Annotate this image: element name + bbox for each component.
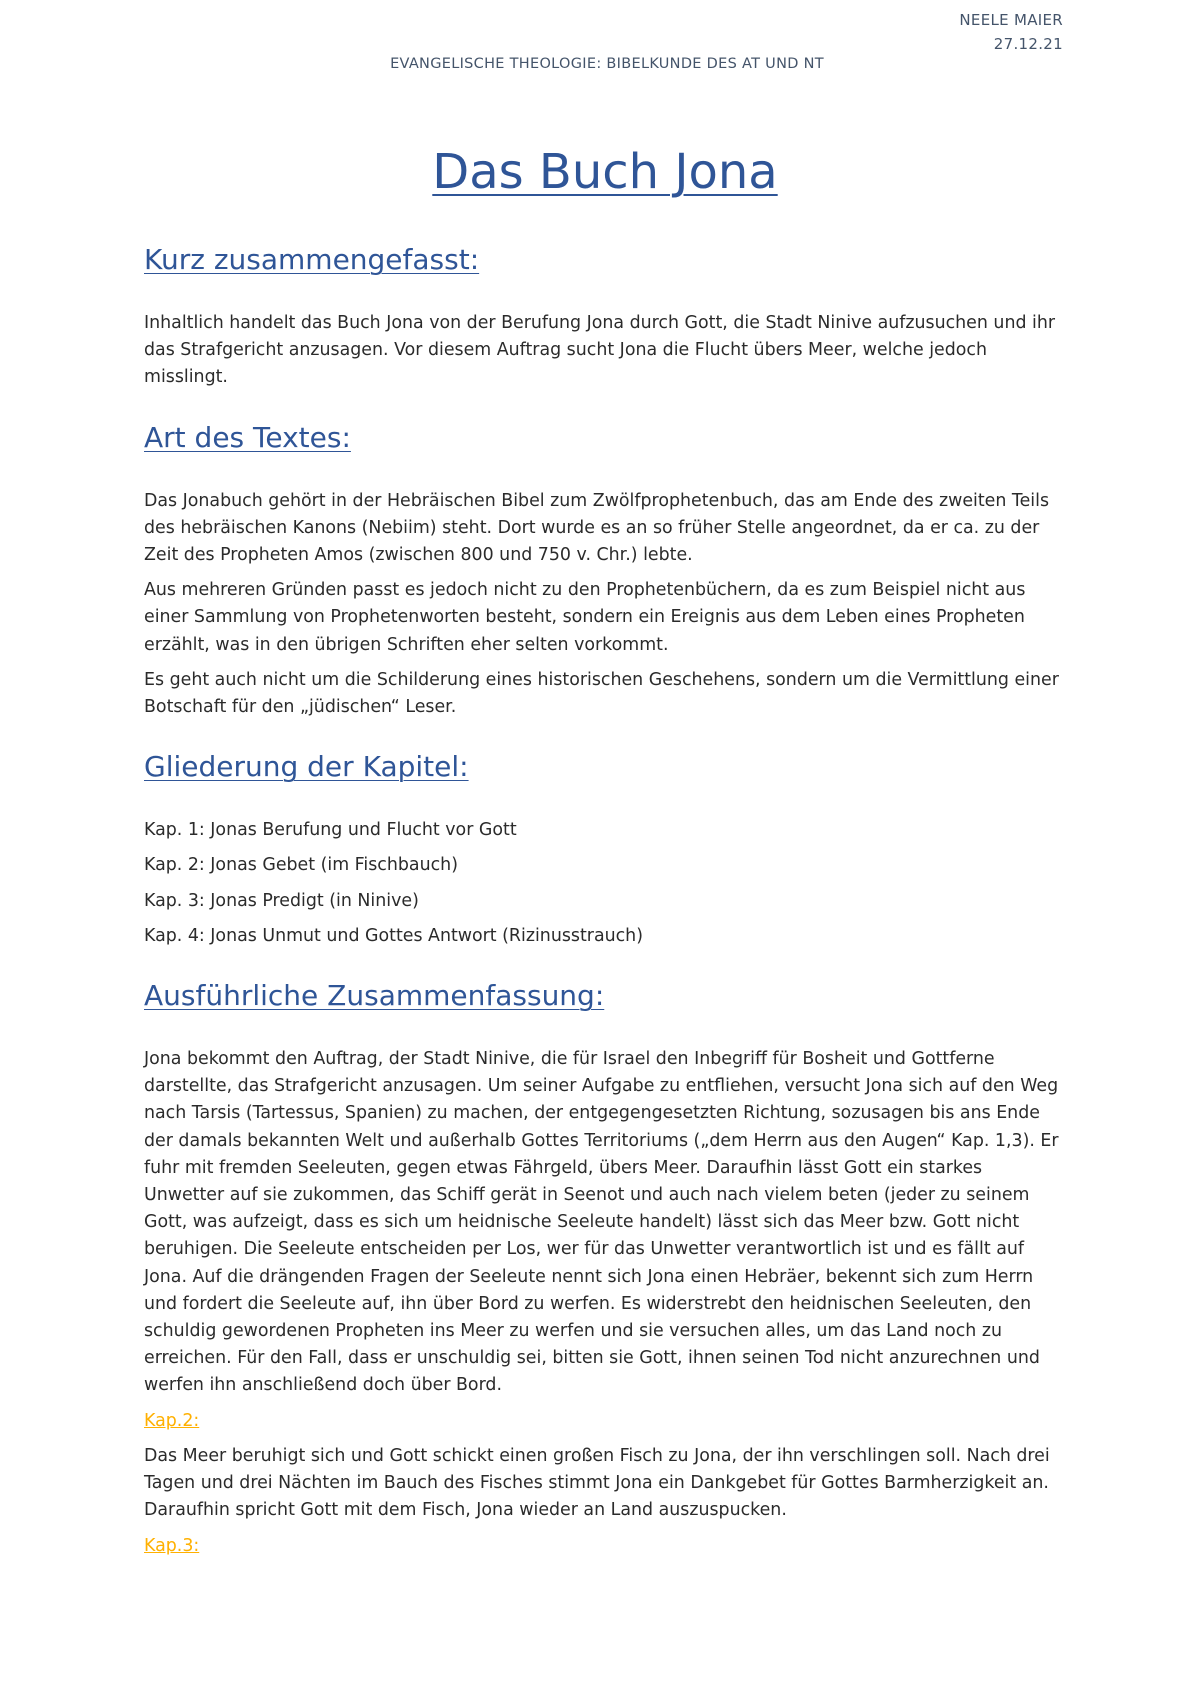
chapter-list-item: Kap. 4: Jonas Unmut und Gottes Antwort (Rizinusstrauch) [144,925,643,946]
text-type-paragraph-2: Aus mehreren Gründen passt es jedoch nicht zu den Prophetenbüchern, da es zum Beispiel nicht aus einer Sammlung von Prophetenworten besteht, sondern ein Ereignis aus dem Leben eines Propheten erzählt, was in den übrigen Schriften eher selten vorkommt. [144,580,1026,655]
section-heading-summary: Kurz zusammengefasst: [144,243,480,276]
section-text-type [144,418,1066,722]
section-summary [144,240,1066,392]
course-header: EVANGELISCHE THEOLOGIE: BIBELKUNDE DES AT UND NT [390,56,824,72]
text-type-paragraph-1: Das Jonabuch gehört in der Hebräischen Bibel zum Zwölfprophetenbuch, das am Ende des zweiten Teils des hebräischen Kanons (Nebiim) steht. Dort wurde es an so früher Stelle angeordnet, da er ca. zu der Zeit des Propheten Amos (zwischen 800 und 750 v. Chr.) lebte. [144,490,1050,566]
document-date: 27.12.21 [993,35,1063,53]
chapter-label-kap3: Kap.3: [144,1535,200,1556]
document-title: Das Buch Jona [432,144,778,200]
document-body [144,140,1066,1586]
detailed-paragraph-kap2: Das Meer beruhigt sich und Gott schickt einen großen Fisch zu Jona, der ihn verschlingen soll. Nach drei Tagen und drei Nächten im Bauch des Fisches stimmt Jona ein Dankgebet für Gottes Barmherzigkeit an. Daraufhin spricht Gott mit dem Fisch, Jona wieder an Land auszuspucken. [144,1445,1050,1521]
section-heading-text-type: Art des Textes: [144,420,351,454]
section-chapters [144,747,1066,950]
author-name: NEELE MAIER [959,11,1063,29]
text-type-paragraph-3: Es geht auch nicht um die Schilderung eines historischen Geschehens, sondern um die Vermittlung einer Botschaft für den „jüdischen“ Leser. [144,669,1059,718]
chapter-list-item: Kap. 2: Jonas Gebet (im Fischbauch) [144,855,458,876]
section-heading-chapters: Gliederung der Kapitel: [144,750,469,784]
detailed-paragraph-kap1: Jona bekommt den Auftrag, der Stadt Ninive, die für Israel den Inbegriff für Bosheit und Gottferne darstellte, das Strafgericht anzusagen. Um seiner Aufgabe zu entfliehen, versucht Jona sich auf den Weg nach Tarsis (Tartessus, Spanien) zu machen, der entgegengesetzten Richtung, sozusagen bis ans Ende der damals bekannten Welt und außerhalb Gottes Territoriums („dem Herrn aus den Augen“ Kap. 1,3). Er fuhr mit fremden Seeleuten, gegen etwas Fährgeld, übers Meer. Daraufhin lässt Gott ein starkes Unwetter auf sie zukommen, das Schiff gerät in Seenot und auch nach vielem beten (jeder zu seinem Gott, was aufzeigt, dass es sich um heidnische Seeleute handelt) lässt sich das Meer bzw. Gott nicht beruhigen. Die Seeleute entscheiden per Los, wer für das Unwetter verantwortlich ist und es fällt auf Jona. Auf die drängenden Fragen der Seeleute nennt sich Jona einen Hebräer, bekennt sich zum Herrn und fordert die Seeleute auf, ihn über Bord zu werfen. Es widerstrebt den heidnischen Seeleuten, den schuldig gewordenen Propheten ins Meer zu werfen und sie versuchen alles, um das Land noch zu erreichen. Für den Fall, dass er unschuldig sei, bitten sie Gott, ihnen seinen Tod nicht anzurechnen und werfen ihn anschließend doch über Bord. [144,1049,1059,1396]
summary-paragraph: Inhaltlich handelt das Buch Jona von der Berufung Jona durch Gott, die Stadt Ninive aufzusuchen und ihr das Strafgericht anzusagen. Vor diesem Auftrag sucht Jona die Flucht übers Meer, welche jedoch misslingt. [144,313,1056,388]
chapter-list-item: Kap. 3: Jonas Predigt (in Ninive) [144,890,419,911]
section-detailed [144,976,1066,1560]
chapter-label-kap2: Kap.2: [144,1410,200,1431]
chapter-list-item: Kap. 1: Jonas Berufung und Flucht vor Gott [144,820,517,841]
section-heading-detailed: Ausführliche Zusammenfassung: [144,979,605,1013]
author-block [959,8,1063,56]
